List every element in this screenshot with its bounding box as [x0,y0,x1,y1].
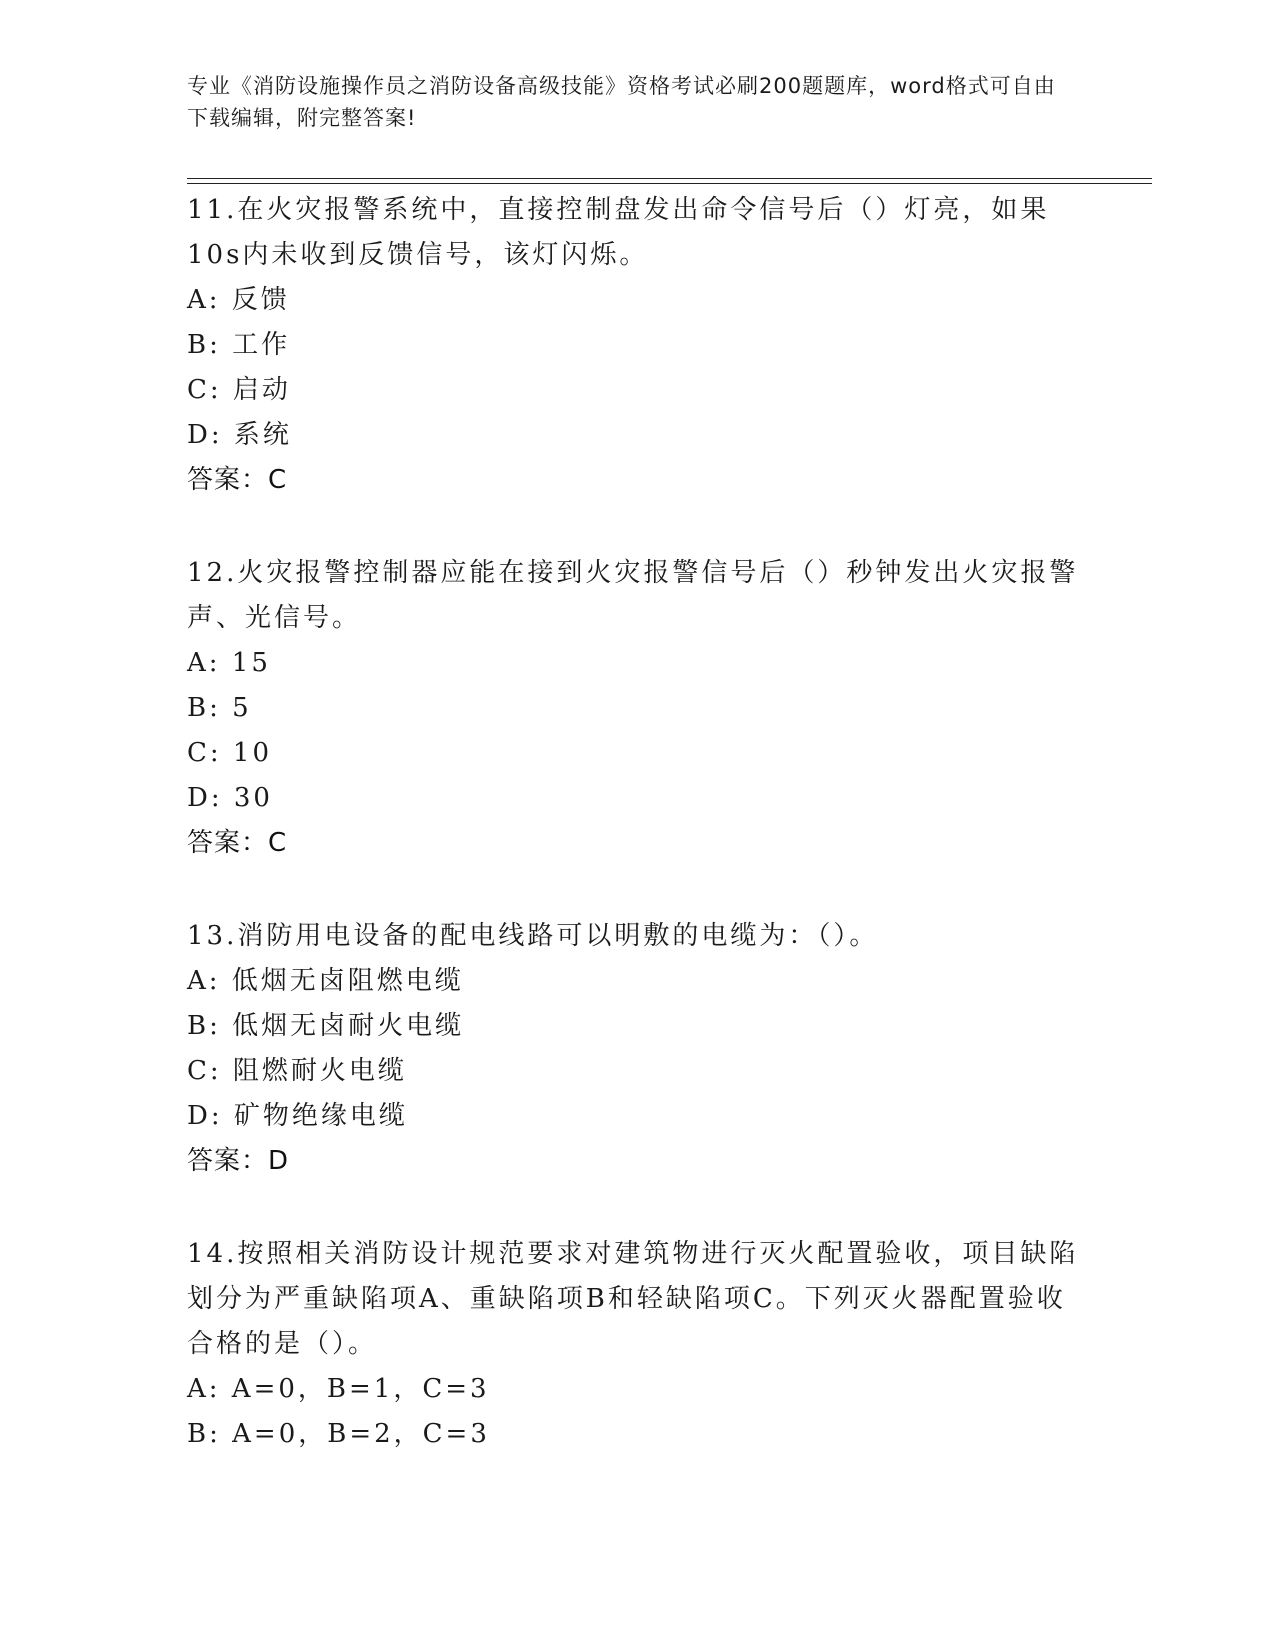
question-list [187,188,1087,1505]
header-divider-bottom [187,183,1152,184]
option-b: B: 工作 [187,330,291,360]
option-b: B: A=0，B=2，C=3 [187,1419,490,1449]
answer-line: 答案：C [187,465,288,495]
option-c: C: 启动 [187,375,291,405]
question-stem: 11.在火灾报警系统中，直接控制盘发出命令信号后（）灯亮，如果10s内未收到反馈信号，该灯闪烁。 [187,195,1050,270]
question-12 [187,551,1087,866]
header-divider-top [187,178,1152,179]
question-11 [187,188,1087,503]
answer-line: 答案：D [187,1146,290,1176]
question-13 [187,914,1087,1184]
option-b: B: 低烟无卤耐火电缆 [187,1011,465,1041]
option-a: A: 反馈 [187,285,290,315]
option-a: A: 低烟无卤阻燃电缆 [187,966,464,996]
option-d: D: 矿物绝缘电缆 [187,1101,408,1131]
question-14 [187,1232,1087,1457]
option-a: A: 15 [187,648,271,678]
option-d: D: 30 [187,783,273,813]
question-stem: 12.火灾报警控制器应能在接到火灾报警信号后（）秒钟发出火灾报警声、光信号。 [187,558,1079,633]
document-header: 专业《消防设施操作员之消防设备高级技能》资格考试必刷200题题库，word格式可自由下载编辑，附完整答案! [187,74,1056,130]
question-stem: 13.消防用电设备的配电线路可以明敷的电缆为：（）。 [187,921,879,951]
option-b: B: 5 [187,693,252,723]
option-c: C: 阻燃耐火电缆 [187,1056,407,1086]
option-d: D: 系统 [187,420,292,450]
question-stem: 14.按照相关消防设计规范要求对建筑物进行灭火配置验收，项目缺陷划分为严重缺陷项A、重缺陷项B和轻缺陷项C。下列灭火器配置验收合格的是（）。 [187,1239,1079,1359]
option-c: C: 10 [187,738,273,768]
option-a: A: A=0，B=1，C=3 [187,1374,490,1404]
answer-line: 答案：C [187,828,288,858]
